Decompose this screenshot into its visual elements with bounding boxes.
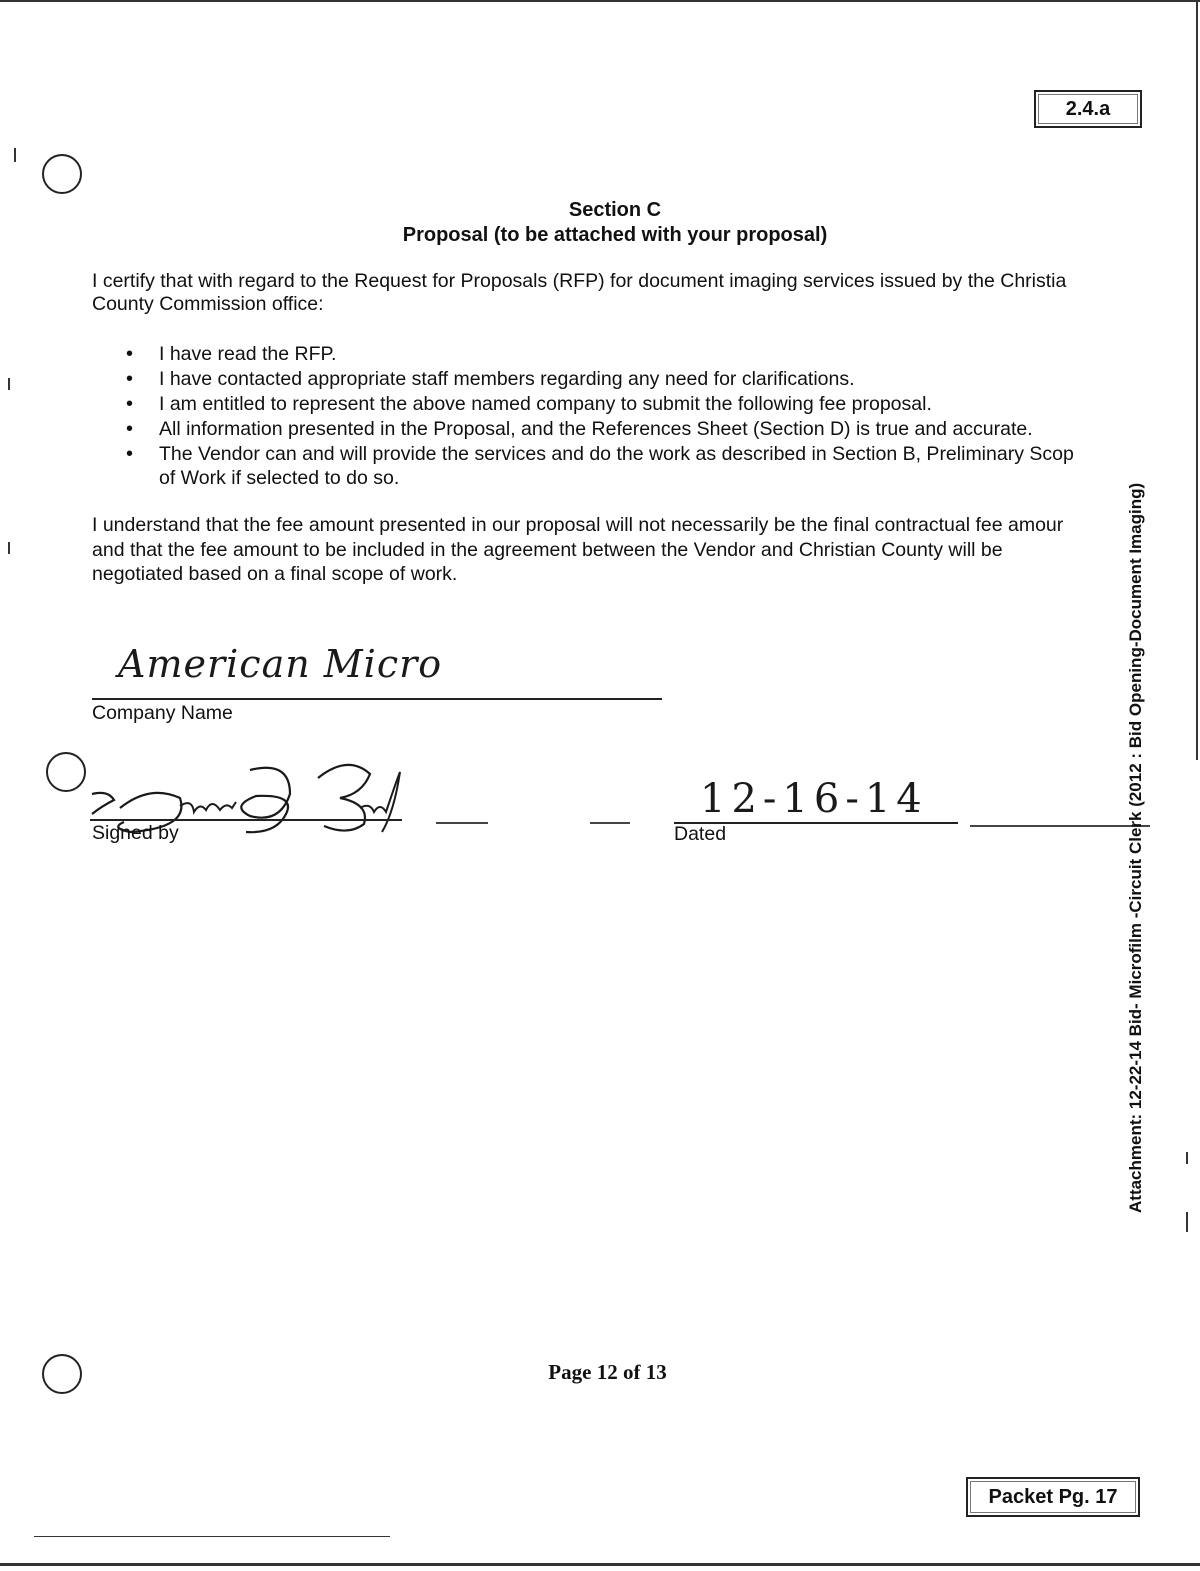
- scan-mark: [8, 378, 10, 390]
- punch-hole: [42, 154, 82, 194]
- certification-item-continued: of Work if selected to do so.: [159, 467, 400, 489]
- date-handwritten: 12-16-14: [700, 776, 928, 822]
- company-name-label: Company Name: [92, 702, 233, 724]
- page-number: Page 12 of 13: [548, 1360, 667, 1384]
- closing-line: negotiated based on a final scope of work.: [92, 563, 458, 585]
- section-subtitle: Proposal (to be attached with your proposal): [402, 224, 828, 246]
- agenda-item-tag: 2.4.a: [1034, 90, 1142, 128]
- scan-mark: [1186, 1212, 1188, 1232]
- bottom-edge-line: [0, 1563, 1200, 1566]
- section-title: Section C: [568, 199, 662, 221]
- certification-item: • All information presented in the Proposal, and the References Sheet (Section D) is true and accurate.: [126, 417, 1106, 442]
- scan-mark: [1186, 1152, 1188, 1164]
- dated-line-fragment: [970, 825, 1150, 827]
- certification-item: • The Vendor can and will provide the services and do the work as described in Section B, Preliminary Scop: [126, 442, 1106, 467]
- scan-line: [34, 1536, 390, 1537]
- signed-by-line-fragment: [590, 822, 630, 824]
- scan-mark: [8, 542, 10, 554]
- certification-item: • I am entitled to represent the above named company to submit the following fee proposal.: [126, 392, 1106, 417]
- signed-by-line-fragment: [436, 822, 488, 824]
- top-edge-line: [0, 0, 1200, 2]
- closing-line: I understand that the fee amount presented in our proposal will not necessarily be the final contractual fee amour: [92, 514, 1064, 536]
- right-edge-line: [1196, 0, 1198, 760]
- company-name-line: [92, 698, 662, 700]
- certification-item: • I have read the RFP.: [126, 342, 1106, 367]
- signed-by-label: Signed by: [92, 822, 179, 844]
- attachment-side-label: Attachment: 12-22-14 Bid- Microfilm -Circuit Clerk (2012 : Bid Opening-Document Imaging): [1126, 482, 1145, 1213]
- company-name-handwritten: American Micro: [118, 642, 443, 686]
- packet-page-tag: Packet Pg. 17: [966, 1477, 1140, 1517]
- intro-line: County Commission office:: [92, 293, 324, 315]
- certification-list: [126, 342, 1106, 467]
- dated-label: Dated: [674, 823, 727, 845]
- scan-mark: [14, 148, 16, 162]
- intro-line: I certify that with regard to the Request for Proposals (RFP) for document imaging services issued by the Christia: [92, 270, 1067, 292]
- closing-line: and that the fee amount to be included in the agreement between the Vendor and Christian County will be: [92, 539, 1003, 561]
- certification-item: • I have contacted appropriate staff members regarding any need for clarifications.: [126, 367, 1106, 392]
- signed-by-line: [90, 819, 402, 821]
